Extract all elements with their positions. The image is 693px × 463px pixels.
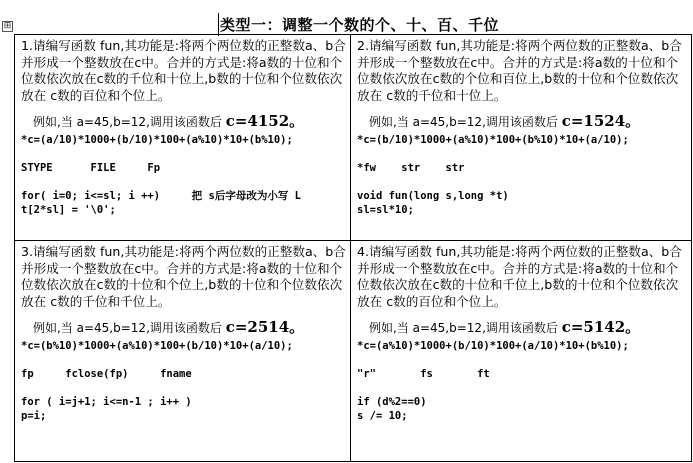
question-text: 3.请编写函数 fun,其功能是:将两个两位数的正整数a、b合并形成一个整数放在c中。合并的方式是:将a数的十位和个位数依次放在c数的十位和个位上,b数的十位和个位数依次放在 c数的千位和千位上。 <box>21 244 346 309</box>
formula-line: *c=(a%10)*1000+(b/10)*100+(a/10)*10+(b%10); <box>357 340 629 353</box>
page-title: 类型一：调整一个数的个、十、百、千位 <box>220 16 500 34</box>
answer-line-1: "r" fs ft <box>357 368 490 381</box>
example-line <box>33 316 346 337</box>
example-result: c=5142。 <box>561 318 641 337</box>
answer-line-1: STYPE FILE Fp <box>21 162 161 175</box>
example-line <box>369 316 687 337</box>
formula-line: *c=(a/10)*1000+(b/10)*100+(a%10)*10+(b%10); <box>21 134 293 147</box>
answer-line-3: p=i; <box>21 410 47 423</box>
example-line <box>33 110 346 131</box>
answer-line-3: t[2*sl] = '\0'; <box>21 204 116 217</box>
question-cell-3 <box>15 241 351 461</box>
example-prefix: 例如,当 a=45,b=12,调用该函数后 <box>33 115 226 130</box>
answer-line-3: sl=sl*10; <box>357 204 414 217</box>
question-text: 1.请编写函数 fun,其功能是:将两个两位数的正整数a、b合并形成一个整数放在c中。合并的方式是:将a数的十位和个位数依次放在c数的千位和十位上,b数的十位和个位数依次放在 c数的百位和个位上。 <box>21 38 346 103</box>
question-text: 2.请编写函数 fun,其功能是:将两个两位数的正整数a、b合并形成一个整数放在c中。合并的方式是:将a数的十位和个位数依次放在c数的个位和百位上,b数的十位和个位数依次放在 c数的千位和十位上。 <box>357 38 682 103</box>
example-prefix: 例如,当 a=45,b=12,调用该函数后 <box>33 321 226 336</box>
table-move-handle-icon[interactable]: ⊞ <box>3 21 12 31</box>
question-cell-4 <box>351 241 691 461</box>
answer-line-3: s /= 10; <box>357 410 408 423</box>
answer-line-2: void fun(long s,long *t) <box>357 190 509 203</box>
example-result: c=2514。 <box>225 318 305 337</box>
example-result: c=1524。 <box>561 112 641 131</box>
question-text: 4.请编写函数 fun,其功能是:将两个两位数的正整数a、b合并形成一个整数放在c中。合并的方式是:将a数的十位和个位数依次放在c数的十位和千位上,b数的十位和个位数依次放在 c数的百位和个位上。 <box>357 244 682 309</box>
answer-line-2: for ( i=j+1; i<=n-1 ; i++ ) <box>21 396 192 409</box>
answer-line-1: fp fclose(fp) fname <box>21 368 192 381</box>
answer-line-2: for( i=0; i<=sl; i ++) 把 s后字母改为小写 L <box>21 190 301 203</box>
example-prefix: 例如,当 a=45,b=12,调用该函数后 <box>369 115 562 130</box>
question-table <box>14 34 692 462</box>
formula-line: *c=(b%10)*1000+(a%10)*100+(b/10)*10+(a/10); <box>21 340 293 353</box>
question-cell-2 <box>351 35 691 241</box>
formula-line: *c=(b/10)*1000+(a%10)*100+(b%10)*10+(a/10); <box>357 134 629 147</box>
example-result: c=4152。 <box>225 112 305 131</box>
answer-line-2: if (d%2==0) <box>357 396 427 409</box>
example-line <box>369 110 687 131</box>
answer-line-1: *fw str str <box>357 162 465 175</box>
example-prefix: 例如,当 a=45,b=12,调用该函数后 <box>369 321 562 336</box>
question-cell-1 <box>15 35 351 241</box>
